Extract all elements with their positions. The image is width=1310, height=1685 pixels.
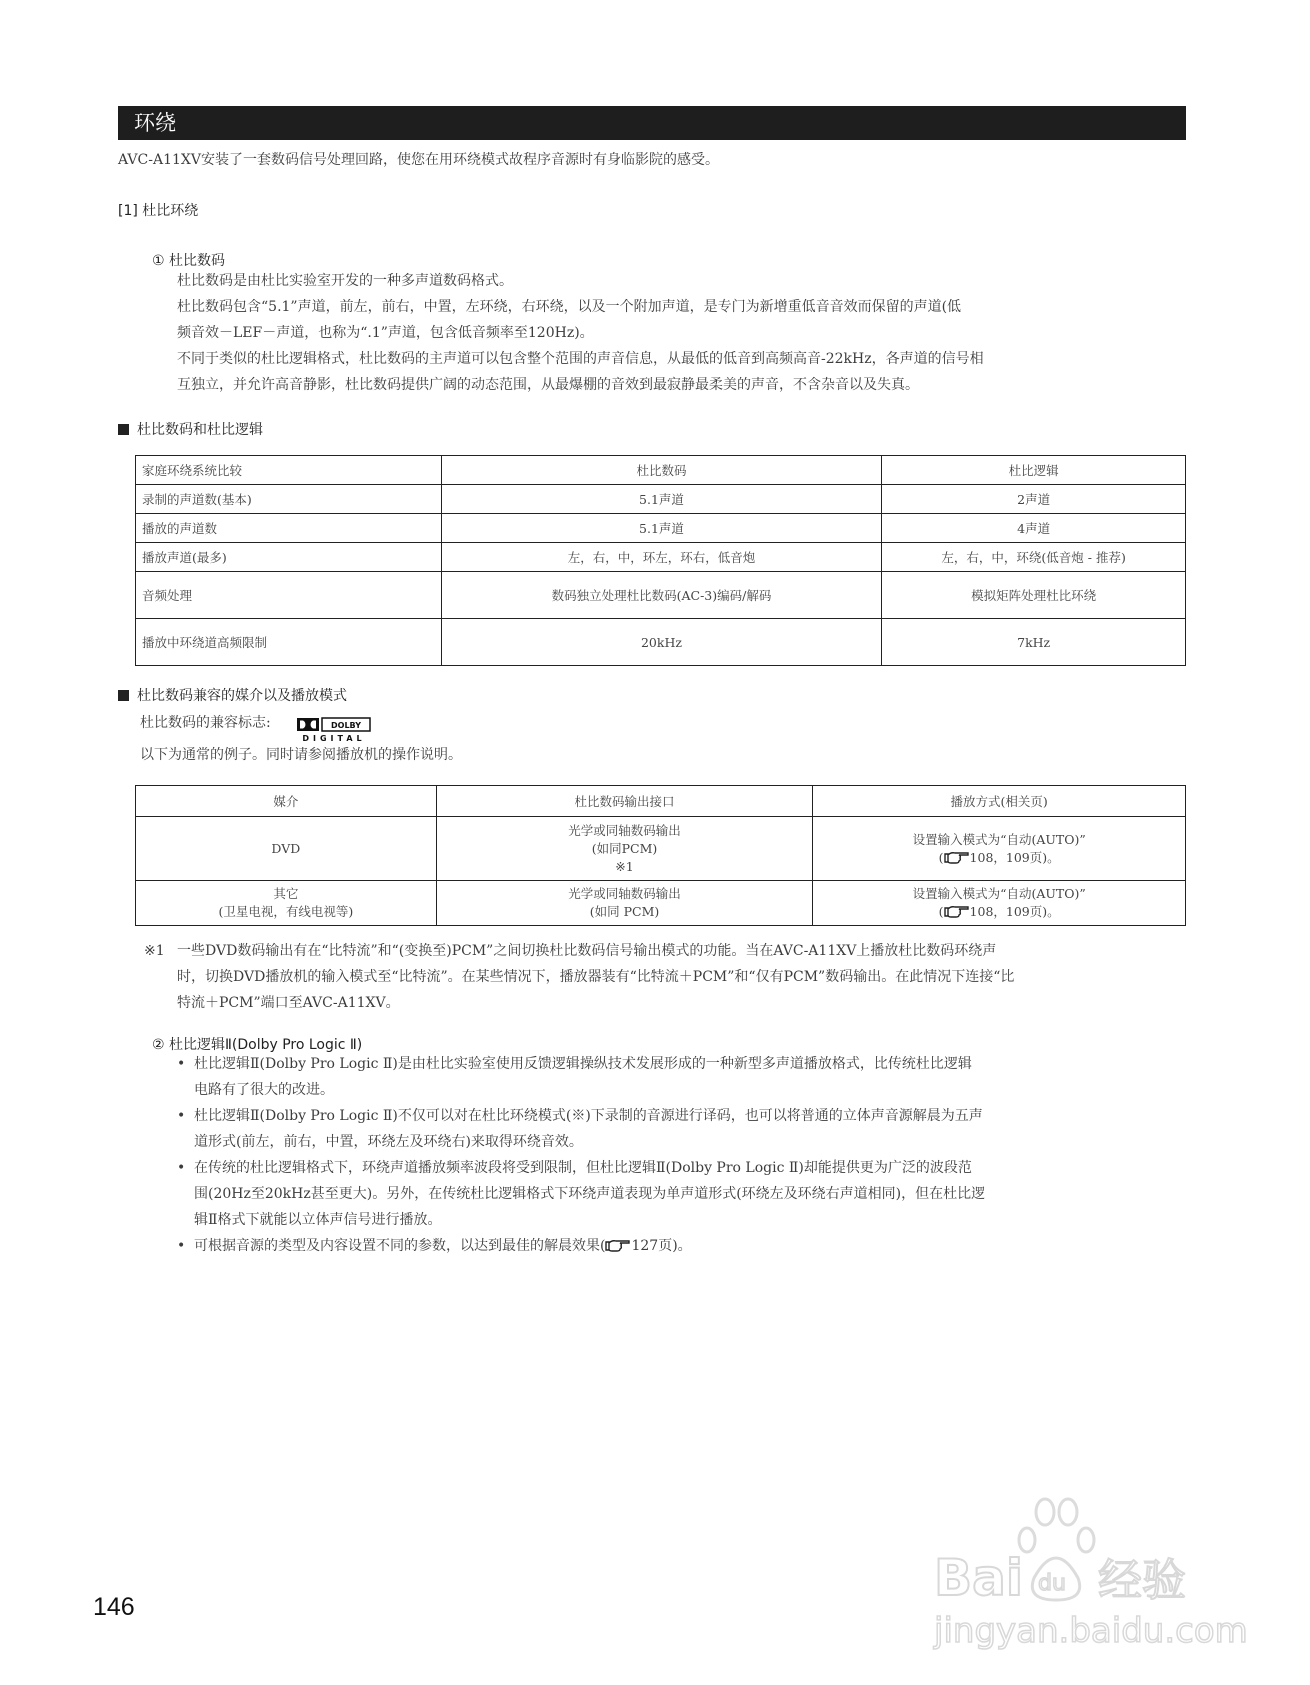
table-cell: 媒介	[136, 786, 437, 817]
footnote-text	[177, 938, 1014, 1016]
square-bullet-icon	[118, 424, 129, 435]
table-header-row	[136, 456, 1186, 485]
table-cell: 左，右，中，环绕(低音炮 - 推荐)	[882, 543, 1186, 572]
list-item	[177, 1233, 985, 1259]
table-row	[136, 817, 1186, 881]
sub1-title: ① 杜比数码	[152, 253, 226, 269]
pointing-hand-icon	[944, 851, 970, 864]
table-cell: 家庭环绕系统比较	[136, 456, 442, 485]
list-item	[177, 1103, 985, 1155]
footnote-mark: ※1	[144, 943, 165, 959]
list-item	[177, 1051, 985, 1103]
cell-line: (卫星电视，有线电视等)	[218, 904, 354, 919]
page-ref: 127页)。	[631, 1238, 692, 1254]
table-row	[136, 572, 1186, 619]
table-cell: 模拟矩阵处理杜比环绕	[882, 572, 1186, 619]
text-line: 道形式(前左，前右，中置，环绕左及环绕右)来取得环绕音效。	[194, 1134, 583, 1150]
svg-text:DOLBY: DOLBY	[331, 721, 361, 730]
compare-table	[135, 455, 1186, 666]
svg-text:du: du	[1038, 1571, 1066, 1596]
svg-text:jingyan.baidu.com: jingyan.baidu.com	[934, 1611, 1248, 1651]
cell-line: 光学或同轴数码输出	[568, 822, 681, 838]
text-line: 频音效－LEF－声道，也称为“.1”声道，包含低音频率至120Hz)。	[177, 325, 594, 341]
table-row	[136, 543, 1186, 572]
cell-line: 其它	[273, 886, 299, 901]
table-cell: 2声道	[882, 485, 1186, 514]
text-line: 互独立，并允许高音静影，杜比数码提供广阔的动态范围，从最爆棚的音效到最寂静最柔美的声音，不含杂音以及失真。	[177, 377, 919, 393]
text-line: 杜比逻辑Ⅱ(Dolby Pro Logic Ⅱ)不仅可以对在杜比环绕模式(※)下录制的音源进行译码，也可以将普通的立体声音源解晨为五声	[194, 1108, 983, 1124]
pointing-hand-icon	[944, 905, 970, 918]
list-item	[177, 1155, 985, 1233]
table-row	[136, 619, 1186, 666]
table-row	[136, 881, 1186, 926]
table-cell: 20kHz	[441, 619, 882, 666]
table-cell: 播放方式(相关页)	[813, 786, 1186, 817]
watermark-brand: Bai	[934, 1549, 1023, 1607]
text-line: 一些DVD数码输出有在“比特流”和“(变换至)PCM”之间切换杜比数码信号输出模式的功能。当在AVC-A11XV上播放杜比数码环绕声	[177, 943, 997, 959]
cell-line: ※1	[615, 858, 634, 874]
cell-line: 设置输入模式为“自动(AUTO)”	[912, 886, 1086, 901]
table-cell	[813, 881, 1186, 926]
table-cell: 播放的声道数	[136, 514, 442, 543]
table-cell	[436, 817, 813, 881]
table-cell: 5.1声道	[441, 514, 882, 543]
table-cell: 5.1声道	[441, 485, 882, 514]
sub2-bullets	[177, 1051, 985, 1259]
table-cell: 杜比逻辑	[882, 456, 1186, 485]
table-cell: 音频处理	[136, 572, 442, 619]
table-cell: 数码独立处理杜比数码(AC-3)编码/解码	[441, 572, 882, 619]
text-line: 特流＋PCM”端口至AVC-A11XV。	[177, 995, 400, 1011]
media-table	[135, 785, 1186, 926]
cell-line: 设置输入模式为“自动(AUTO)”	[912, 831, 1086, 847]
section-title: 环绕	[134, 111, 176, 135]
dolby-digital-logo	[296, 717, 378, 743]
table-cell: 播放中环绕道高频限制	[136, 619, 442, 666]
intro-text: AVC-A11XV安装了一套数码信号处理回路，使您在用环绕模式故程序音源时有身临影院的感受。	[118, 152, 719, 168]
pointing-hand-icon	[605, 1235, 631, 1248]
bullet-icon: •	[177, 1238, 186, 1254]
text-line: 杜比数码是由杜比实验室开发的一种多声道数码格式。	[177, 273, 513, 289]
svg-text:经验: 经验	[1098, 1555, 1186, 1606]
table-header-row	[136, 786, 1186, 817]
cell-line: (如同 PCM)	[589, 904, 660, 919]
text-line: 在传统的杜比逻辑格式下，环绕声道播放频率波段将受到限制，但杜比逻辑Ⅱ(Dolby Pro Logic Ⅱ)却能提供更为广泛的波段范	[194, 1160, 972, 1176]
cell-line: ( 108，109页)。	[938, 849, 1060, 865]
section-header-bar	[118, 106, 1186, 140]
table-row	[136, 514, 1186, 543]
table-cell: 播放声道(最多)	[136, 543, 442, 572]
cell-line: DVD	[271, 841, 301, 856]
table-cell: 录制的声道数(基本)	[136, 485, 442, 514]
table-cell: 左，右，中，环左，环右，低音炮	[441, 543, 882, 572]
sub2-title: ② 杜比逻辑Ⅱ(Dolby Pro Logic Ⅱ)	[152, 1037, 363, 1053]
text-line: 围(20Hz至20kHz甚至更大)。另外，在传统杜比逻辑格式下环绕声道表现为单声道形式(环绕左及环绕右声道相同)，但在杜比逻	[194, 1186, 986, 1202]
text-line: 杜比数码包含“5.1”声道，前左，前右，中置，左环绕，右环绕，以及一个附加声道，是专门为新增重低音音效而保留的声道(低	[177, 299, 962, 315]
sub1-paragraph	[177, 268, 984, 398]
bullet-icon: •	[177, 1056, 186, 1072]
square-bullet-icon	[118, 690, 129, 701]
table-row	[136, 485, 1186, 514]
compare-heading-text: 杜比数码和杜比逻辑	[137, 422, 263, 438]
text-line: 辑Ⅱ格式下就能以立体声信号进行播放。	[194, 1212, 442, 1228]
text-line: 电路有了很大的改进。	[194, 1082, 334, 1098]
table-cell	[436, 881, 813, 926]
media-heading	[118, 685, 347, 705]
table-cell: 杜比数码	[441, 456, 882, 485]
text-line: 时，切换DVD播放机的输入模式至“比特流”。在某些情况下，播放器装有“比特流＋PCM”和“仅有PCM”数码输出。在此情况下连接“比	[177, 969, 1015, 985]
media-heading-text: 杜比数码兼容的媒介以及播放模式	[137, 688, 347, 704]
table-cell: 杜比数码输出接口	[436, 786, 813, 817]
bullet-icon: •	[177, 1160, 186, 1176]
svg-text:DIGITAL: DIGITAL	[302, 734, 366, 743]
baidu-watermark	[930, 1490, 1260, 1660]
text-line: 杜比逻辑Ⅱ(Dolby Pro Logic Ⅱ)是由杜比实验室使用反馈逻辑操纵技术发展形成的一种新型多声道播放格式，比传统杜比逻辑	[194, 1056, 972, 1072]
table-cell	[136, 881, 437, 926]
table-cell: 4声道	[882, 514, 1186, 543]
media-note: 以下为通常的例子。同时请参阅播放机的操作说明。	[140, 747, 462, 763]
compare-heading	[118, 419, 263, 439]
section1-title: [1] 杜比环绕	[118, 203, 199, 219]
text-line: 不同于类似的杜比逻辑格式，杜比数码的主声道可以包含整个范围的声音信息，从最低的低音到高频高音-22kHz，各声道的信号相	[177, 351, 984, 367]
cell-line: ( 108，109页)。	[938, 904, 1060, 919]
table-cell: 7kHz	[882, 619, 1186, 666]
cell-line: (如同PCM)	[591, 840, 658, 856]
page-number: 146	[93, 1593, 135, 1621]
logo-label: 杜比数码的兼容标志:	[140, 715, 271, 731]
cell-line: 光学或同轴数码输出	[568, 886, 681, 901]
table-cell	[136, 817, 437, 881]
bullet-icon: •	[177, 1108, 186, 1124]
text-line: 可根据音源的类型及内容设置不同的参数，以达到最佳的解晨效果(	[194, 1238, 606, 1254]
table-cell	[813, 817, 1186, 881]
